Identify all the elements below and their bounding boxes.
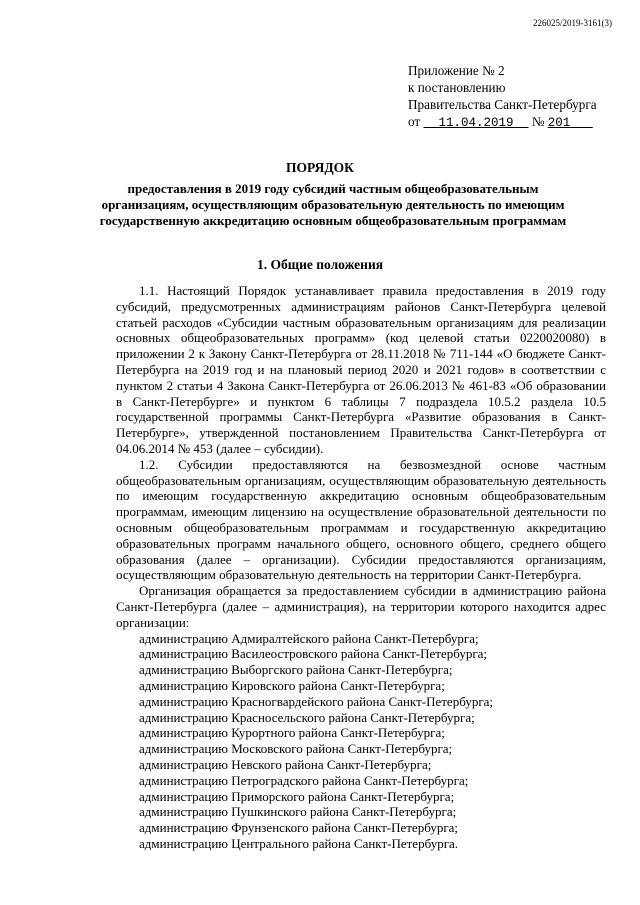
appendix-date-line bbox=[408, 113, 597, 132]
list-item: администрацию Адмиралтейского района Санкт-Петербурга; bbox=[139, 630, 479, 646]
appendix-line-1: Приложение № 2 bbox=[408, 63, 505, 78]
list-item: администрацию Курортного района Санкт-Петербурга; bbox=[139, 725, 445, 741]
list-item: администрацию Петроградского района Санкт-Петербурга; bbox=[139, 772, 469, 788]
document-subtitle: предоставления в 2019 году субсидий частным общеобразовательным организациям, осуществляющим образовательную деятельность по имеющим государственную аккредитацию основным общеобразовательным программам bbox=[99, 181, 567, 228]
document-title: ПОРЯДОК bbox=[286, 160, 354, 175]
list-item: администрацию Пушкинского района Санкт-Петербурга; bbox=[139, 804, 457, 820]
list-item: администрацию Кировского района Санкт-Петербурга; bbox=[139, 677, 445, 693]
list-item: администрацию Фрунзенского района Санкт-Петербурга; bbox=[139, 820, 459, 836]
list-item: администрацию Центрального района Санкт-Петербурга. bbox=[139, 835, 459, 851]
document-body bbox=[116, 283, 606, 852]
paragraph-1-2: 1.2. Субсидии предоставляются на безвозмездной основе частным общеобразовательным организациям, осуществляющим образовательную деятельность по имеющим государственную аккредитацию основным общеобразовательным программам, имеющим лицензию на осуществление образовательной деятельности по основным общеобразовательным программам и государственную аккредитацию образовательных программ начального общего, основного общего, среднего общего образования (далее – организации). Субсидии предоставляются организациям, осуществляющим образовательную деятельность на территории Санкт-Петербурга. bbox=[116, 456, 606, 583]
document-number: 226025/2019-3161(3) bbox=[533, 18, 612, 28]
number-label: № bbox=[531, 114, 545, 129]
from-label: от bbox=[408, 114, 421, 129]
district-list bbox=[116, 631, 606, 852]
list-item: администрацию Московского района Санкт-Петербурга; bbox=[139, 741, 453, 757]
list-item: администрацию Выборгского района Санкт-Петербурга; bbox=[139, 662, 453, 678]
section-heading: 1. Общие положения bbox=[256, 257, 384, 272]
list-item: администрацию Красносельского района Санкт-Петербурга; bbox=[139, 709, 475, 725]
paragraph-organization: Организация обращается за предоставлением субсидии в администрацию района Санкт-Петербурга (далее – администрация), на территории которого находится адрес организации: bbox=[116, 583, 606, 630]
list-item: администрацию Приморского района Санкт-Петербурга; bbox=[139, 788, 455, 804]
resolution-date: 11.04.2019 bbox=[438, 116, 514, 130]
resolution-number: 201 bbox=[547, 116, 571, 130]
paragraph-1-1: 1.1. Настоящий Порядок устанавливает правила предоставления в 2019 году субсидий, предусмотренных администрациям районов Санкт-Петербурга целевой статьей расходов «Субсидии частным образовательным организациям для реализации основных общеобразовательных программ» (код целевой статьи 0220020080) в приложении 2 к Закону Санкт-Петербурга от 28.11.2018 № 711-144 «О бюджете Санкт-Петербурга на 2019 год и на плановый период 2020 и 2021 годов» в соответствии с пунктом 2 статьи 4 Закона Санкт-Петербурга от 26.06.2013 № 461-83 «Об образовании в Санкт-Петербурге» и пунктом 6 таблицы 7 подраздела 10.5.2 раздела 10.5 государственной программы Санкт-Петербурга «Развитие образования в Санкт-Петербурге», утвержденной постановлением Правительства Санкт-Петербурга от 04.06.2014 № 453 (далее – субсидии). bbox=[116, 283, 606, 456]
appendix-line-2: к постановлению bbox=[408, 80, 506, 95]
list-item: администрацию Василеостровского района Санкт-Петербурга; bbox=[139, 646, 488, 662]
appendix-line-3: Правительства Санкт-Петербурга bbox=[408, 97, 597, 112]
appendix-block bbox=[408, 62, 597, 132]
list-item: администрацию Красногвардейского района Санкт-Петербурга; bbox=[139, 693, 494, 709]
list-item: администрацию Невского района Санкт-Петербурга; bbox=[139, 756, 432, 772]
